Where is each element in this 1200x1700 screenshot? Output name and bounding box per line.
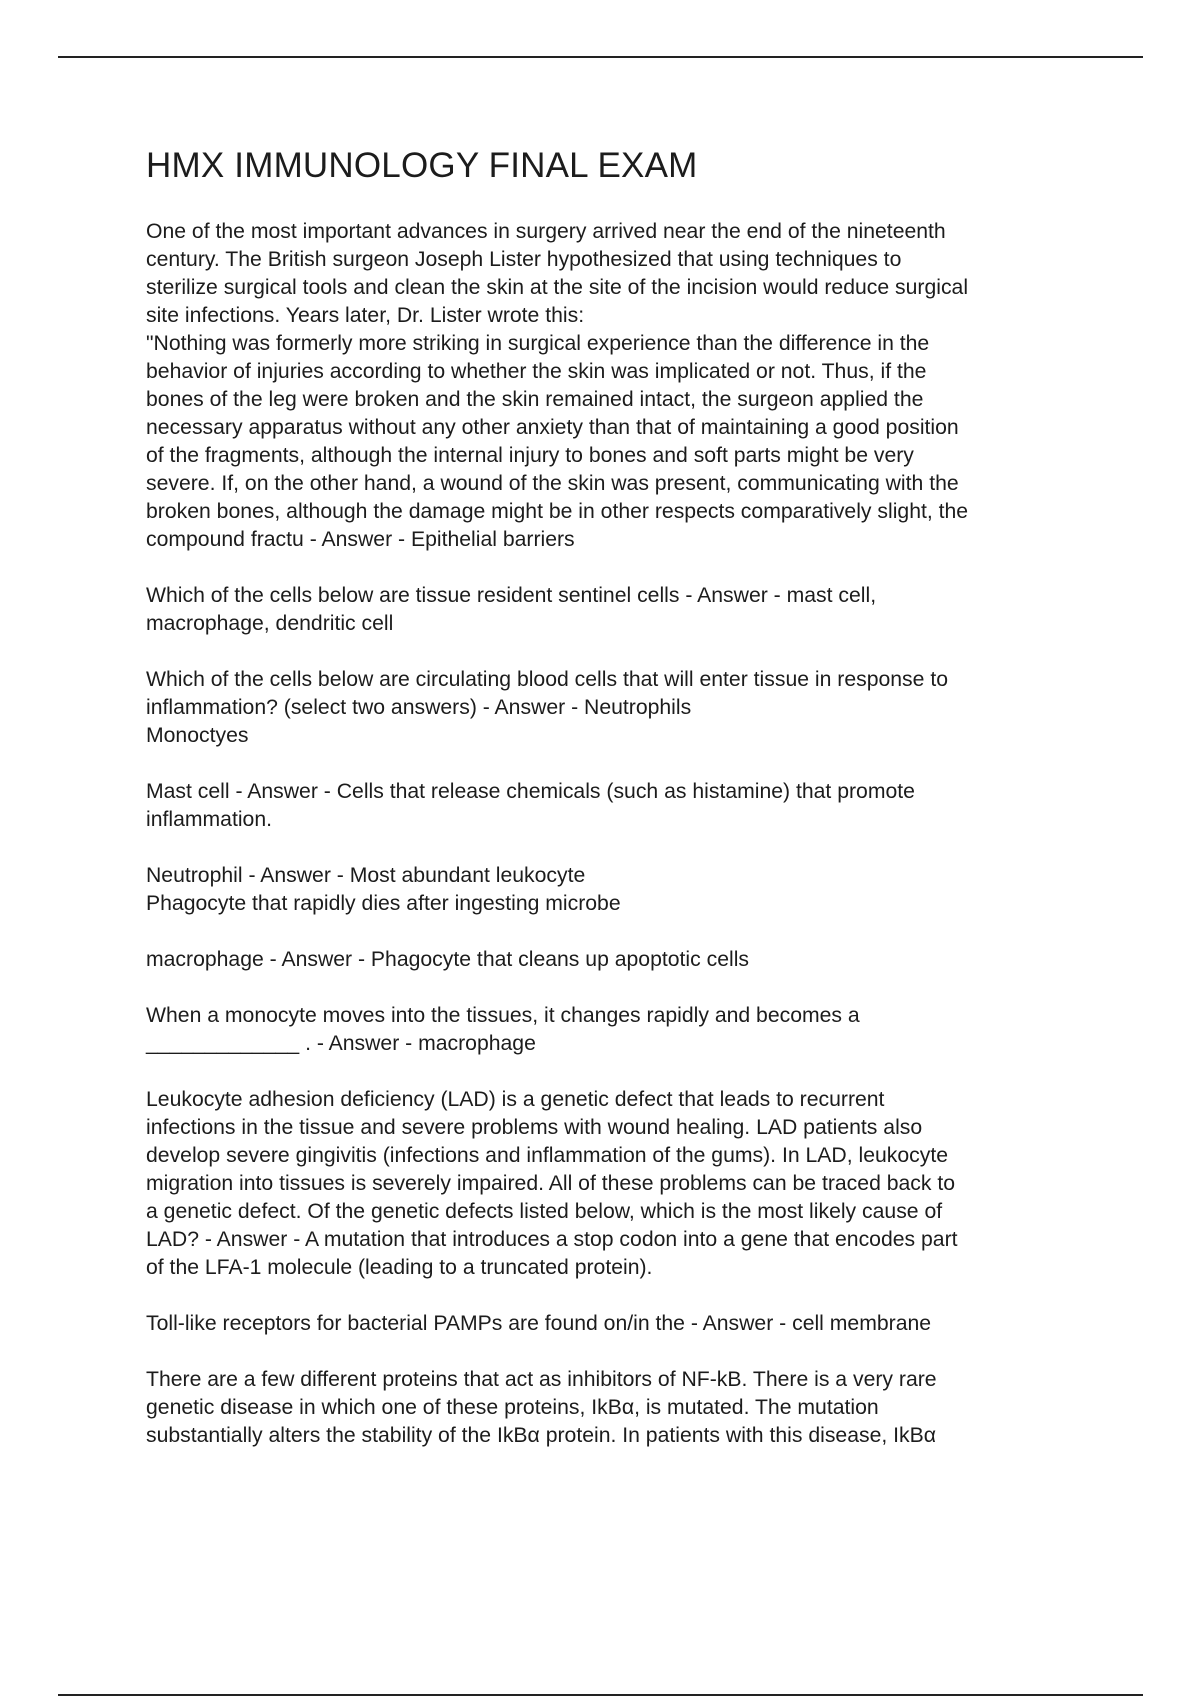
- text-line: Phagocyte that rapidly dies after ingesting microbe: [146, 892, 621, 915]
- page-title: HMX IMMUNOLOGY FINAL EXAM: [146, 146, 698, 185]
- text-line: One of the most important advances in surgery arrived near the end of the nineteenth: [146, 220, 946, 243]
- qa-entry: [146, 1366, 1146, 1450]
- qa-entry: [146, 946, 1146, 974]
- qa-entry: [146, 218, 1146, 554]
- qa-text: [146, 582, 1146, 638]
- qa-text: [146, 666, 1146, 750]
- qa-text: [146, 946, 1146, 974]
- text-line: severe. If, on the other hand, a wound of the skin was present, communicating with the: [146, 472, 959, 495]
- text-line: migration into tissues is severely impaired. All of these problems can be traced back to: [146, 1172, 956, 1195]
- text-line: inflammation? (select two answers) - Answer - Neutrophils: [146, 696, 692, 719]
- text-line: _____________ . - Answer - macrophage: [146, 1032, 536, 1055]
- qa-text: [146, 862, 1146, 918]
- text-line: Which of the cells below are tissue resident sentinel cells - Answer - mast cell,: [146, 584, 877, 607]
- qa-text: [146, 218, 1146, 554]
- text-line: bones of the leg were broken and the skin remained intact, the surgeon applied the: [146, 388, 924, 411]
- text-line: Monoctyes: [146, 724, 249, 747]
- text-line: Which of the cells below are circulating blood cells that will enter tissue in response to: [146, 668, 948, 691]
- text-line: macrophage - Answer - Phagocyte that cleans up apoptotic cells: [146, 948, 750, 971]
- qa-text: [146, 1086, 1146, 1282]
- text-line: a genetic defect. Of the genetic defects listed below, which is the most likely cause of: [146, 1200, 943, 1223]
- top-rule: [58, 56, 1143, 58]
- text-line: Mast cell - Answer - Cells that release chemicals (such as histamine) that promote: [146, 780, 915, 803]
- document-body: [146, 142, 1146, 1478]
- text-line: LAD? - Answer - A mutation that introduces a stop codon into a gene that encodes part: [146, 1228, 958, 1251]
- qa-entry: [146, 862, 1146, 918]
- qa-text: [146, 1002, 1146, 1058]
- qa-entry: [146, 1310, 1146, 1338]
- qa-entry: [146, 582, 1146, 638]
- text-line: compound fractu - Answer - Epithelial barriers: [146, 528, 575, 551]
- text-line: of the LFA-1 molecule (leading to a truncated protein).: [146, 1256, 653, 1279]
- text-line: When a monocyte moves into the tissues, it changes rapidly and becomes a: [146, 1004, 860, 1027]
- qa-list: [146, 218, 1146, 1450]
- text-line: "Nothing was formerly more striking in surgical experience than the difference in the: [146, 332, 930, 355]
- text-line: infections in the tissue and severe problems with wound healing. LAD patients also: [146, 1116, 923, 1139]
- text-line: Leukocyte adhesion deficiency (LAD) is a genetic defect that leads to recurrent: [146, 1088, 885, 1111]
- qa-text: [146, 1366, 1146, 1450]
- text-line: inflammation.: [146, 808, 272, 831]
- text-line: broken bones, although the damage might be in other respects comparatively slight, the: [146, 500, 969, 523]
- qa-text: [146, 778, 1146, 834]
- bottom-rule: [58, 1694, 1143, 1696]
- qa-entry: [146, 666, 1146, 750]
- text-line: sterilize surgical tools and clean the skin at the site of the incision would reduce surgical: [146, 276, 969, 299]
- text-line: substantially alters the stability of the IkBα protein. In patients with this disease, IkBα: [146, 1424, 936, 1447]
- qa-entry: [146, 1086, 1146, 1282]
- text-line: There are a few different proteins that act as inhibitors of NF-kB. There is a very rare: [146, 1368, 937, 1391]
- text-line: Toll-like receptors for bacterial PAMPs are found on/in the - Answer - cell membrane: [146, 1312, 932, 1335]
- qa-entry: [146, 1002, 1146, 1058]
- text-line: genetic disease in which one of these proteins, IkBα, is mutated. The mutation: [146, 1396, 879, 1419]
- text-line: macrophage, dendritic cell: [146, 612, 394, 635]
- text-line: develop severe gingivitis (infections and inflammation of the gums). In LAD, leukocyte: [146, 1144, 949, 1167]
- text-line: Neutrophil - Answer - Most abundant leukocyte: [146, 864, 586, 887]
- qa-text: [146, 1310, 1146, 1338]
- text-line: site infections. Years later, Dr. Lister wrote this:: [146, 304, 585, 327]
- qa-entry: [146, 778, 1146, 834]
- text-line: necessary apparatus without any other anxiety than that of maintaining a good position: [146, 416, 959, 439]
- text-line: behavior of injuries according to whether the skin was implicated or not. Thus, if the: [146, 360, 927, 383]
- text-line: century. The British surgeon Joseph Lister hypothesized that using techniques to: [146, 248, 902, 271]
- text-line: of the fragments, although the internal injury to bones and soft parts might be very: [146, 444, 914, 467]
